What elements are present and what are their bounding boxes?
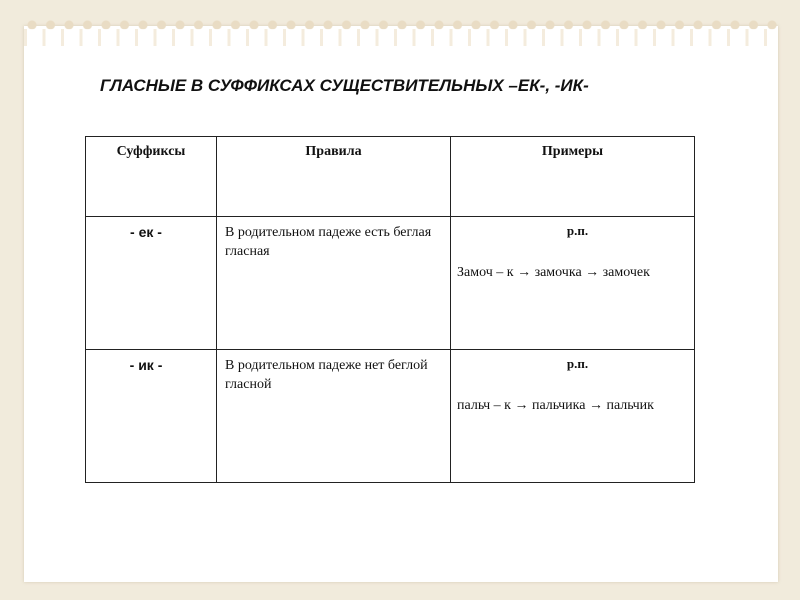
example-cell (451, 350, 695, 483)
rule-cell (217, 217, 451, 350)
example-text: Замоч – к → замочка → замочек (457, 265, 650, 280)
header-examples: Примеры (451, 137, 695, 217)
table-row (86, 350, 695, 483)
table-header-row (86, 137, 695, 217)
table-row (86, 217, 695, 350)
suffix-cell (86, 350, 217, 483)
suffix-label: - ек - (130, 224, 162, 240)
case-label: р.п. (566, 356, 589, 371)
case-label: р.п. (566, 223, 589, 238)
rule-cell (217, 350, 451, 483)
example-cell (451, 217, 695, 350)
suffix-label: - ик - (129, 357, 163, 373)
notebook-binding (24, 18, 778, 46)
header-rules: Правила (217, 137, 451, 217)
rule-text: В родительном падеже нет беглой гласной (225, 358, 428, 392)
header-suffixes: Суффиксы (86, 137, 217, 217)
suffix-cell (86, 217, 217, 350)
example-text: пальч – к → пальчика → пальчик (457, 398, 654, 413)
rules-table (85, 136, 695, 483)
rule-text: В родительном падеже есть беглая гласная (225, 225, 432, 259)
page-title: ГЛАСНЫЕ В СУФФИКСАХ СУЩЕСТВИТЕЛЬНЫХ –ЕК-, -ИК- (100, 76, 589, 95)
